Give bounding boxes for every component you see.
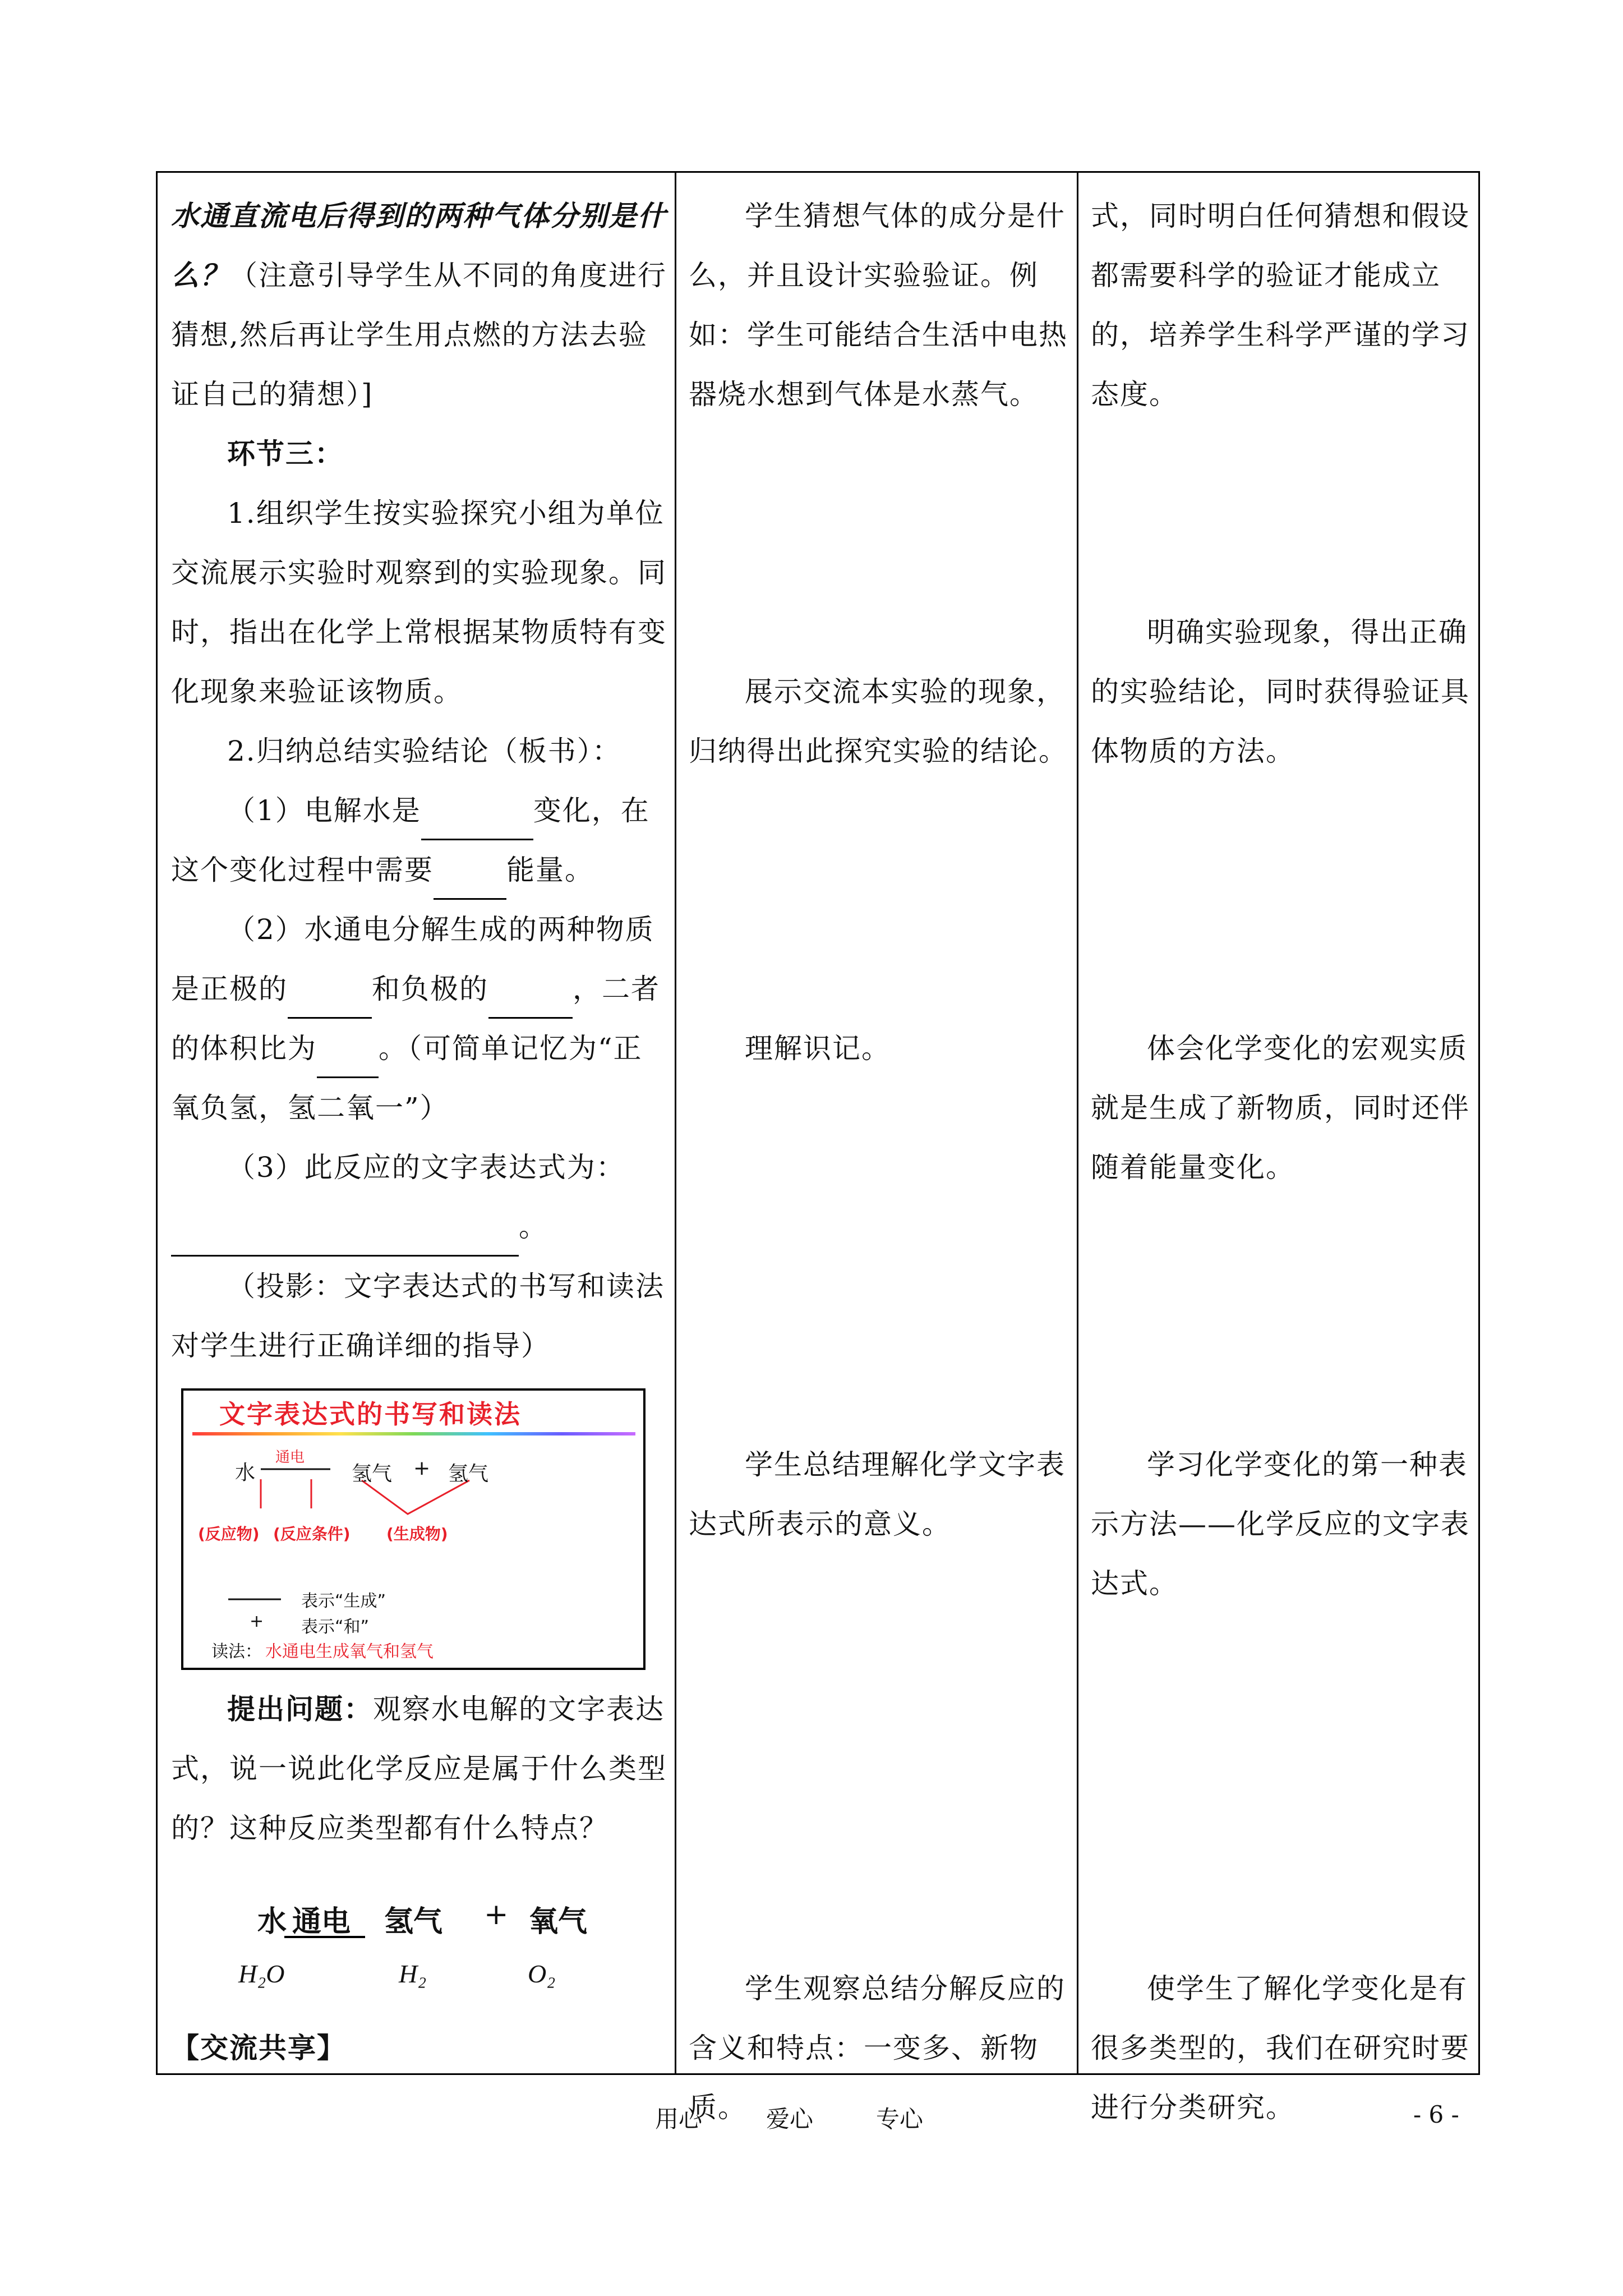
formula-h2o: H₂O: [238, 1959, 285, 1988]
slide-product-label: (生成物): [386, 1525, 448, 1543]
slide-condition: 通电: [275, 1449, 305, 1466]
fill-blank: [288, 988, 372, 1019]
guess-question: 水通直流电后得到的两种气体分别是什么？: [171, 199, 667, 292]
slide-reading-label: 读法：: [211, 1642, 262, 1662]
student-guess: 学生猜想气体的成分是什么，并且设计实验验证。例如：学生可能结合生活中电热器烧水想到气体是水蒸气。: [689, 200, 1068, 411]
equation-hydrogen: 氢气: [384, 1905, 443, 1939]
student-share: 展示交流本实验的现象，归纳得出此探究实验的结论。: [689, 675, 1068, 767]
slide-legend-plus: 表示“和”: [301, 1617, 370, 1637]
conclusion-3: （3）此反应的文字表达式为：: [227, 1151, 625, 1184]
fill-blank: [317, 1047, 379, 1078]
slide-legend-plus-symbol: +: [250, 1612, 264, 1631]
slide-plus: +: [413, 1457, 431, 1480]
teacher-activity-cell: [157, 172, 676, 2074]
page-number: - 6 -: [1413, 2101, 1459, 2128]
slide-product-2: 氢气: [448, 1462, 489, 1485]
fill-blank: [171, 1226, 519, 1257]
conclusion-1-part-b: 变化，在这个变化过程中需要: [171, 794, 650, 886]
equation-arrow-line: [284, 1936, 365, 1938]
fill-blank: [488, 988, 573, 1019]
footer-motto-3: 专心: [876, 2105, 924, 2133]
conclusion-2-part-d: 。（可简单记忆为“正氧负氢，氢二氧一”）: [171, 1032, 643, 1124]
expression-blank-line: [171, 1197, 670, 1257]
equation-condition: 通电: [292, 1905, 351, 1939]
slide-reading-text: 水通电生成氧气和氢气: [265, 1642, 434, 1662]
conclusion-2-part-c: ，二者的体积比为: [171, 973, 660, 1065]
conclusion-2-part-b: 和负极的: [372, 973, 488, 1005]
slide-reactant-label: (反应物): [198, 1525, 260, 1543]
item-1: 1.组织学生按实验探究小组为单位交流展示实验时观察到的实验现象。同时，指出在化学上常根据某物质特有变化现象来验证该物质。: [171, 497, 667, 708]
intent-verify: 式，同时明白任何猜想和假设都需要科学的验证才能成立的，培养学生科学严谨的学习态度。: [1091, 200, 1470, 411]
question-text: 观察水电解的文字表达式，说一说此化学反应是属于什么类型的？这种反应类型都有什么特点？: [171, 1693, 667, 1844]
conclusion-1-part-c: 能量。: [506, 854, 594, 886]
intent-essence: 体会化学变化的宏观实质就是生成了新物质，同时还伴随着能量变化。: [1091, 1032, 1470, 1184]
slide-water: 水: [235, 1461, 256, 1484]
design-intent-cell: [1078, 172, 1479, 2124]
intent-classification: 使学生了解化学变化是有很多类型的，我们在研究时要进行分类研究。: [1091, 1972, 1470, 2124]
equation-plus: +: [484, 1898, 509, 1931]
formula-o2: O₂: [528, 1959, 556, 1988]
slide-condition-label: (反应条件): [273, 1525, 351, 1543]
conclusion-2: [171, 900, 670, 1138]
conclusion-2-part-a: （2）水通电分解生成的两种物质是正极的: [171, 913, 654, 1005]
footer-motto-2: 爱心: [766, 2105, 814, 2133]
conclusion-1-part-a: （1）电解水是: [227, 794, 421, 827]
student-decomposition: 学生观察总结分解反应的含义和特点：一变多、新物质。: [689, 1972, 1066, 2124]
share-heading: 【交流共享】: [171, 2031, 346, 2064]
item-2: 2.归纳总结实验结论（板书）：: [227, 735, 621, 767]
intent-expression: 学习化学变化的第一种表示方法——化学反应的文字表达式。: [1091, 1448, 1470, 1600]
slide-product-1: 氢气: [352, 1462, 393, 1485]
projection-note: （投影：文字表达式的书写和读法对学生进行正确详细的指导）: [171, 1270, 665, 1362]
projection-slide-image: [181, 1388, 645, 1670]
footer-motto-1: 用心: [655, 2105, 703, 2133]
step-three-title: 环节三：: [227, 437, 344, 470]
conclusion-1: [171, 781, 670, 900]
fill-blank: [434, 869, 506, 900]
table-row: [157, 172, 1479, 2074]
expression-blank-end: 。: [519, 1211, 548, 1243]
equation-oxygen: 氧气: [529, 1905, 588, 1939]
guess-question-paragraph: [171, 186, 670, 424]
student-memorize: 理解识记。: [745, 1032, 891, 1065]
fill-blank: [421, 809, 533, 840]
question-label: 提出问题：: [227, 1692, 373, 1726]
slide-title: 文字表达式的书写和读法: [219, 1399, 522, 1429]
intent-conclusion: 明确实验现象，得出正确的实验结论，同时获得验证具体物质的方法。: [1091, 616, 1470, 767]
formula-h2: H₂: [399, 1959, 427, 1988]
slide-legend-arrow: 表示“生成”: [301, 1591, 386, 1611]
student-summary: 学生总结理解化学文字表达式所表示的意义。: [689, 1448, 1066, 1540]
equation-water: 水: [257, 1905, 287, 1939]
question-paragraph: [171, 1680, 670, 1858]
guess-note: （注意引导学生从不同的角度进行猜想,然后再让学生用点燃的方法去验证自己的猜想）]: [171, 259, 667, 411]
